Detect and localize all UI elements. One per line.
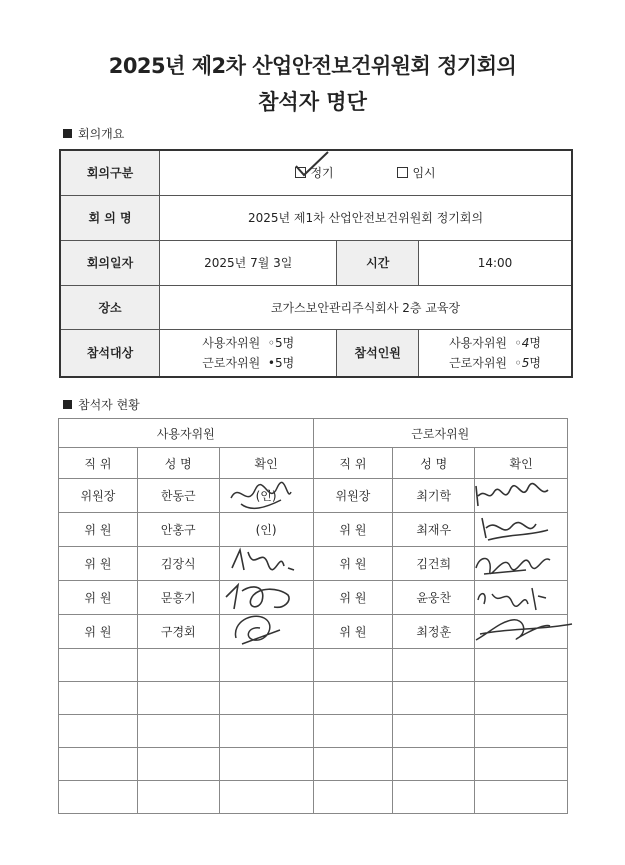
checkbox-icon <box>397 167 408 178</box>
table-cell <box>475 682 568 715</box>
signature-scribble <box>472 478 552 512</box>
column-header: 확인 <box>475 448 568 479</box>
table-cell <box>219 781 313 814</box>
table-cell: 위 원 <box>59 615 138 649</box>
table-cell <box>59 649 138 682</box>
meeting-place-value: 코가스보안관리주식회사 2층 교육장 <box>160 285 572 329</box>
table-cell: 위 원 <box>59 513 138 547</box>
document-title: 2025년 제2차 산업안전보건위원회 정기회의 <box>108 54 517 78</box>
table-cell: 김장식 <box>137 547 219 581</box>
meeting-type-options <box>160 150 572 195</box>
table-cell <box>137 682 219 715</box>
table-cell: 위원장 <box>59 479 138 513</box>
target-label: 참석대상 <box>60 329 160 377</box>
table-cell <box>59 748 138 781</box>
table-cell <box>219 748 313 781</box>
table-cell: 구경회 <box>137 615 219 649</box>
attendance-label: 참석인원 <box>337 329 419 377</box>
table-cell: 윤웅찬 <box>393 581 475 615</box>
meeting-place-label: 장소 <box>60 285 160 329</box>
table-cell <box>393 781 475 814</box>
special-option: 임시 <box>397 166 435 180</box>
table-cell <box>393 649 475 682</box>
empty-row <box>59 682 568 715</box>
meeting-type-label: 회의구분 <box>60 150 160 195</box>
table-cell: 김건희 <box>393 547 475 581</box>
table-cell: (인) <box>219 479 313 513</box>
table-cell: 최기학 <box>393 479 475 513</box>
signature-scribble <box>478 510 554 546</box>
table-cell <box>219 682 313 715</box>
table-cell <box>137 748 219 781</box>
signature-scribble <box>470 612 576 646</box>
table-cell: 위 원 <box>59 581 138 615</box>
table-cell: 최정훈 <box>393 615 475 649</box>
meeting-info-table <box>59 149 573 378</box>
section-overview-heading: 회의개요 <box>63 125 124 142</box>
document-subtitle: 참석자 명단 <box>258 90 367 114</box>
table-cell <box>475 781 568 814</box>
table-cell: 안홍구 <box>137 513 219 547</box>
column-header: 성 명 <box>393 448 475 479</box>
signature-scribble <box>472 580 552 614</box>
table-cell <box>393 682 475 715</box>
table-cell <box>59 781 138 814</box>
signature-scribble <box>225 478 295 514</box>
signature-scribble <box>228 542 300 578</box>
table-cell <box>219 715 313 748</box>
table-cell <box>313 715 393 748</box>
table-cell <box>313 748 393 781</box>
table-cell <box>137 781 219 814</box>
attendance-counts: 사용자위원 ◦4명 근로자위원 ◦5명 <box>419 329 572 377</box>
employer-group-header: 사용자위원 <box>59 419 314 448</box>
table-cell: 위 원 <box>313 513 393 547</box>
table-cell <box>313 682 393 715</box>
regular-option: 정기 <box>295 166 333 180</box>
table-cell <box>393 748 475 781</box>
section-attendance-heading: 참석자 현황 <box>63 396 140 413</box>
table-cell: 최재우 <box>393 513 475 547</box>
square-bullet-icon <box>63 400 72 409</box>
signature-scribble <box>470 544 554 578</box>
table-cell <box>475 649 568 682</box>
meeting-name-value: 2025년 제1차 산업안전보건위원회 정기회의 <box>160 195 572 240</box>
table-cell <box>475 715 568 748</box>
table-cell: 위 원 <box>313 615 393 649</box>
table-cell: 문흥기 <box>137 581 219 615</box>
table-cell <box>59 715 138 748</box>
meeting-name-label: 회 의 명 <box>60 195 160 240</box>
column-header: 직 위 <box>313 448 393 479</box>
column-header: 직 위 <box>59 448 138 479</box>
table-cell: 위원장 <box>313 479 393 513</box>
table-cell <box>59 682 138 715</box>
table-cell <box>313 649 393 682</box>
signature-scribble <box>228 608 294 648</box>
meeting-date-label: 회의일자 <box>60 240 160 285</box>
empty-row <box>59 748 568 781</box>
square-bullet-icon <box>63 129 72 138</box>
table-cell: 위 원 <box>313 581 393 615</box>
table-cell: 한동근 <box>137 479 219 513</box>
column-header: 성 명 <box>137 448 219 479</box>
meeting-time-label: 시간 <box>337 240 419 285</box>
column-header: 확인 <box>219 448 313 479</box>
table-cell <box>475 748 568 781</box>
table-cell <box>313 781 393 814</box>
table-cell: 위 원 <box>313 547 393 581</box>
meeting-date-value: 2025년 7월 3일 <box>160 240 337 285</box>
empty-row <box>59 781 568 814</box>
handwritten-check-icon <box>294 150 330 180</box>
table-cell <box>137 649 219 682</box>
table-cell <box>219 649 313 682</box>
table-cell <box>393 715 475 748</box>
empty-row <box>59 715 568 748</box>
empty-row <box>59 649 568 682</box>
table-cell: (인) <box>219 513 313 547</box>
table-cell: 위 원 <box>59 547 138 581</box>
worker-group-header: 근로자위원 <box>313 419 568 448</box>
table-cell <box>137 715 219 748</box>
target-counts: 사용자위원 ◦5명 근로자위원 •5명 <box>160 329 337 377</box>
meeting-time-value: 14:00 <box>419 240 572 285</box>
